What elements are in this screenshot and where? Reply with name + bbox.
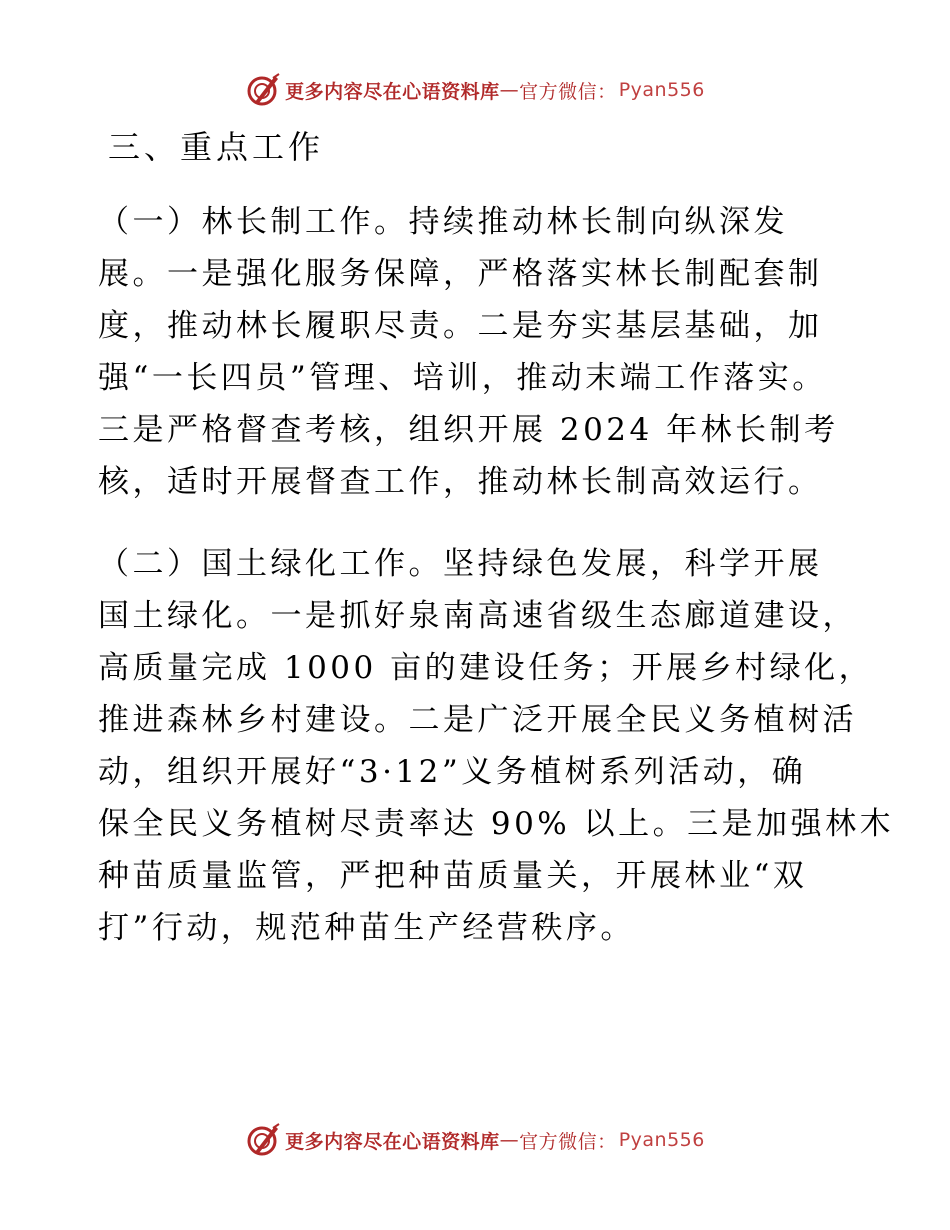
document-body xyxy=(98,120,895,954)
quill-seal-logo-icon xyxy=(245,1122,281,1158)
watermark-wechat-id: Pyan556 xyxy=(618,79,705,101)
watermark-separator: — xyxy=(499,79,520,101)
watermark-suffix: 官方微信： xyxy=(519,80,617,103)
paragraph-line: 度，推动林长履职尽责。二是夯实基层基础，加 xyxy=(98,308,823,344)
watermark-wechat-id: Pyan556 xyxy=(618,1129,705,1151)
paragraph-line: 展。一是强化服务保障，严格落实林长制配套制 xyxy=(98,256,823,292)
paragraph-line: 种苗质量监管，严把种苗质量关，开展林业“双 xyxy=(98,858,808,894)
paragraph-line: 核，适时开展督查工作，推动林长制高效运行。 xyxy=(98,464,823,500)
paragraph-line: 高质量完成 1000 亩的建设任务；开展乡村绿化， xyxy=(98,650,874,686)
watermark-text: 更多内容尽在心语资料库 xyxy=(285,80,500,103)
watermark-suffix: 官方微信： xyxy=(519,1130,617,1153)
paragraph-line: 打”行动，规范种苗生产经营秩序。 xyxy=(98,910,635,946)
paragraph-line: 保全民义务植树尽责率达 90% 以上。三是加强林木 xyxy=(98,806,895,842)
watermark-separator: — xyxy=(499,1129,520,1151)
section-heading: 三、重点工作 xyxy=(108,128,325,166)
paragraph-line: （二）国土绿化工作。坚持绿色发展，科学开展 xyxy=(98,546,823,582)
quill-seal-logo-icon xyxy=(245,72,281,108)
paragraph-line: 推进森林乡村建设。二是广泛开展全民义务植树活 xyxy=(98,702,857,738)
paragraph-land-greening xyxy=(98,538,895,954)
header-watermark xyxy=(0,70,950,110)
paragraph-line: 强“一长四员”管理、培训，推动末端工作落实。 xyxy=(98,360,827,396)
paragraph-line: 国土绿化。一是抓好泉南高速省级生态廊道建设， xyxy=(98,598,857,634)
paragraph-line: （一）林长制工作。持续推动林长制向纵深发 xyxy=(98,204,788,240)
paragraph-forest-chief-system xyxy=(98,196,868,508)
paragraph-line: 三是严格督查考核，组织开展 2024 年林长制考 xyxy=(98,412,839,448)
watermark-text: 更多内容尽在心语资料库 xyxy=(285,1130,500,1153)
paragraph-line: 动，组织开展好“3·12”义务植树系列活动，确 xyxy=(98,754,807,790)
footer-watermark xyxy=(0,1120,950,1160)
